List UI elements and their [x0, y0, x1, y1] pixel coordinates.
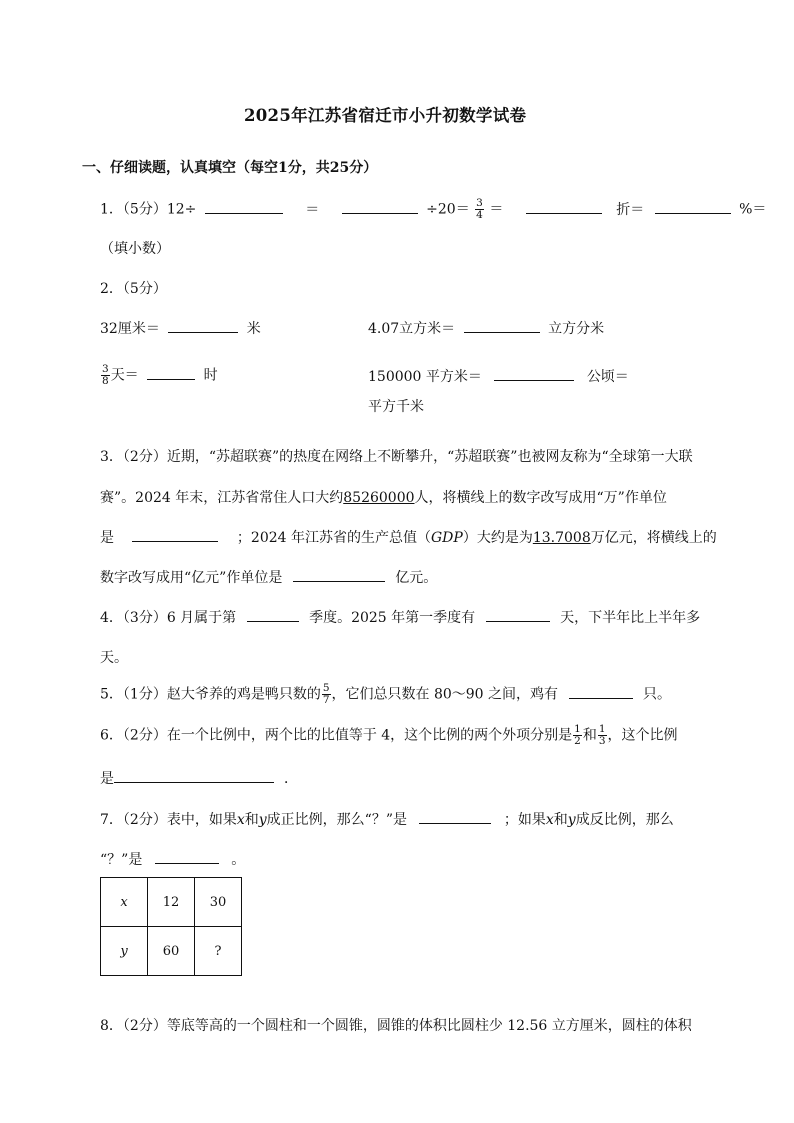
q6-fraction-1: $\frac{1}{2}$ — [574, 723, 581, 747]
q3-line-3: 是 ；2024 年江苏省的生产总值（GDP）大约是为13.7008万亿元，将横线上的 — [100, 527, 717, 547]
q1-note: （填小数） — [100, 241, 170, 257]
q6-fraction-2: $\frac{1}{3}$ — [598, 723, 606, 747]
q2-item-d: 150000 平方米＝ 公顷＝ — [368, 366, 629, 386]
table-cell: 12 — [148, 878, 195, 927]
q7-blank-2[interactable] — [155, 849, 219, 864]
q1-zhe: 折＝ — [616, 201, 645, 218]
question-6: 6．（2分）在一个比例中，两个比的比值等于 4，这个比例的两个外项分别是 $\frac{1}{2}$ 和 $\frac{1}{3}$ ，这个比例 — [100, 723, 678, 747]
q6-line-2: 是 ． — [100, 768, 298, 788]
q2-item-d-unit: 平方千米 — [368, 399, 424, 415]
q2-blank-d1[interactable] — [494, 366, 574, 381]
q3-blank-1[interactable] — [132, 527, 218, 542]
question-1 — [100, 198, 766, 221]
q2-number: 2．（5分） — [100, 281, 167, 297]
page-title: 2025年江苏省宿迁市小升初数学试卷 — [244, 106, 527, 125]
question-5: 5．（1分）赵大爷养的鸡是鸭只数的 $\frac{5}{7}$ ，它们总只数在 80～90 之间，鸡有 只。 — [100, 682, 671, 706]
q3-population-number: 85260000 — [343, 490, 415, 506]
q2-item-c: $\frac{3}{8}$ 天＝ 时 — [102, 363, 218, 387]
q2-item-b: 4.07立方米＝ 立方分米 — [368, 318, 604, 338]
q5-blank[interactable] — [569, 684, 633, 699]
q2-blank-c[interactable] — [147, 365, 195, 380]
q4-line-1: 4．（3分）6 月属于第 季度。2025 年第一季度有 天，下半年比上半年多 — [100, 607, 700, 627]
table-row — [101, 878, 242, 927]
table-cell: 60 — [148, 927, 195, 976]
q1-divide-20: ÷20＝ — [426, 201, 470, 218]
q3-line-4: 数字改写成用“亿元”作单位是 亿元。 — [100, 567, 437, 587]
q3-blank-2[interactable] — [293, 567, 385, 582]
table-cell: y — [101, 927, 148, 976]
q4-blank-1[interactable] — [247, 607, 299, 622]
q3-gdp-number: 13.7008 — [532, 530, 591, 546]
q7-line-2: “？”是 。 — [100, 849, 245, 869]
table-cell: 30 — [195, 878, 242, 927]
q7-table — [100, 877, 242, 976]
table-cell: x — [101, 878, 148, 927]
q7-blank-1[interactable] — [419, 809, 491, 824]
q4-line-2: 天。 — [100, 650, 128, 666]
section-heading: 一、仔细读题，认真填空（每空1分，共25分） — [82, 160, 378, 176]
q1-blank-4[interactable] — [655, 199, 731, 214]
q1-percent: %＝ — [739, 201, 767, 218]
q5-fraction: $\frac{5}{7}$ — [322, 682, 330, 706]
q8-line-1: 8．（2分）等底等高的一个圆柱和一个圆锥，圆锥的体积比圆柱少 12.56 立方厘米，圆柱的体积 — [100, 1018, 692, 1034]
q2-blank-a[interactable] — [168, 318, 238, 333]
q2-blank-b[interactable] — [464, 318, 540, 333]
q1-equals-2: ＝ — [489, 201, 504, 218]
q1-fraction: $\frac{3}{4}$ — [476, 197, 483, 221]
q3-line-2: 赛”。2024 年末，江苏省常住人口大约85260000人，将横线上的数字改写成用“万”作单位 — [100, 490, 667, 506]
q1-equals: ＝ — [305, 201, 320, 218]
q4-blank-2[interactable] — [486, 607, 550, 622]
q1-blank-1[interactable] — [205, 199, 283, 214]
q1-blank-2[interactable] — [342, 199, 418, 214]
q1-number: 1．（5分）12÷ — [100, 201, 197, 218]
q3-line-1: 3．（2分）近期，“苏超联赛”的热度在网络上不断攀升，“苏超联赛”也被网友称为“全球第一大联 — [100, 449, 693, 465]
q6-blank[interactable] — [114, 768, 274, 783]
table-cell: ? — [195, 927, 242, 976]
table-row — [101, 927, 242, 976]
question-7: 7．（2分）表中，如果x和y成正比例，那么“？”是 ；如果x和y成反比例，那么 — [100, 809, 674, 829]
q2-item-a: 32厘米＝ 米 — [100, 318, 261, 338]
q2-fraction: $\frac{3}{8}$ — [102, 363, 109, 387]
q1-blank-3[interactable] — [526, 199, 602, 214]
